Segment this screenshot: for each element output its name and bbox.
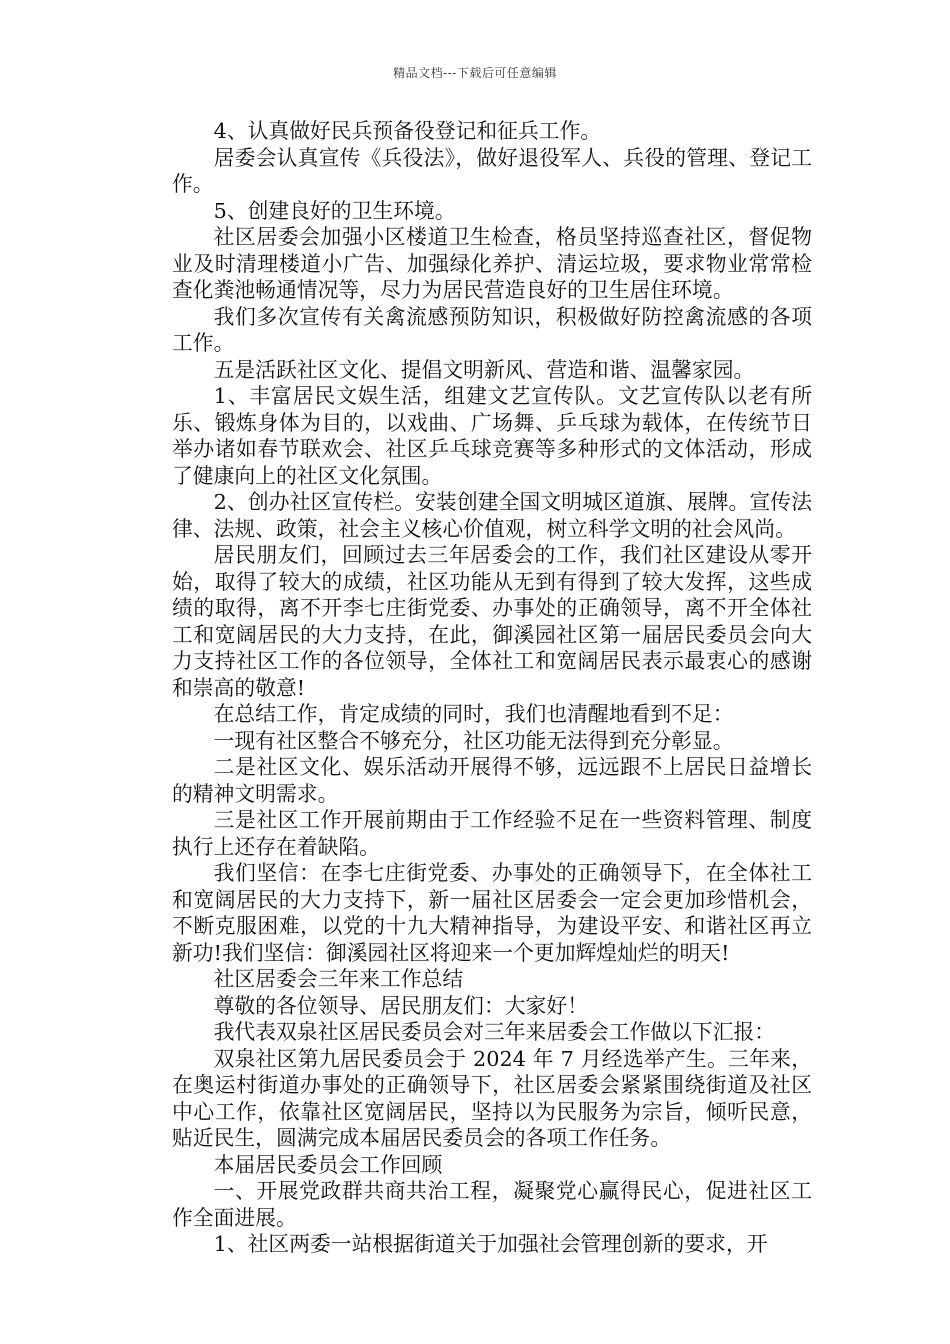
section-heading: 本届居民委员会工作回顾 [213,1152,443,1177]
paragraph: 4、认真做好民兵预备役登记和征兵工作。 [213,119,602,143]
paragraph: 一现有社区整合不够充分，社区功能无法得到充分彰显。 [213,728,734,753]
paragraph: 在总结工作，肯定成绩的同时，我们也清醒地看到不足： [213,702,734,726]
salutation: 尊敬的各位领导、居民朋友们：大家好！ [213,993,588,1018]
paragraph: 居委会认真宣传《兵役法》，做好退役军人、兵役的管理、登记工作。 [172,145,812,196]
paragraph: 双泉社区第九居民委员会于 2024 年 7 月经选举产生。三年来，在奥运村街道办事处的正确领导下，社区居委会紧紧围绕街道及社区中心工作，依靠社区宽阔居民，坚持以为民服务为宗旨，倾听民意，贴近民生，圆满完成本届居民委员会的各项工作任务。 [172,1046,812,1150]
paragraph: 我们坚信：在李七庄街党委、办事处的正确领导下，在全体社工和宽阔居民的大力支持下，新一届社区居委会一定会更加珍惜机会，不断克服困难，以党的十九大精神指导，为建设平安、和谐社区再立新功!我们坚信：御溪园社区将迎来一个更加辉煌灿烂的明天! [172,861,812,965]
paragraph: 居民朋友们，回顾过去三年居委会的工作，我们社区建设从零开始，取得了较大的成绩，社区功能从无到有得到了较大发挥，这些成绩的取得，离不开李七庄街党委、办事处的正确领导，离不开全体社工和宽阔居民的大力支持，在此，御溪园社区第一届居民委员会向大力支持社区工作的各位领导，全体社工和宽阔居民表示最衷心的感谢和崇高的敬意! [172,543,812,700]
document-body [172,118,812,1258]
paragraph: 1、社区两委一站根据街道关于加强社会管理创新的要求，开 [213,1232,768,1256]
paragraph: 我代表双泉社区居民委员会对三年来居委会工作做以下汇报： [213,1020,776,1044]
paragraph: 一、开展党政群共商共治工程，凝聚党心赢得民心，促进社区工作全面进展。 [172,1179,812,1230]
paragraph: 5、创建良好的卫生环境。 [213,198,456,223]
page-header: 精品文档---下载后可任意编辑 [393,66,557,80]
paragraph: 五是活跃社区文化、提倡文明新风、营造和谐、温馨家园。 [213,357,755,382]
paragraph: 社区居委会加强小区楼道卫生检查，格员坚持巡查社区，督促物业及时清理楼道小广告、加强绿化养护、清运垃圾，要求物业常常检查化粪池畅通情况等，尽力为居民营造良好的卫生居住环境。 [172,225,812,302]
paragraph: 三是社区工作开展前期由于工作经验不足在一些资料管理、制度执行上还存在着缺陷。 [172,808,812,859]
paragraph: 我们多次宣传有关禽流感预防知识，积极做好防控禽流感的各项工作。 [172,304,812,355]
paragraph: 2、创办社区宣传栏。安装创建全国文明城区道旗、展牌。宣传法律、法规、政策，社会主义核心价值观，树立科学文明的社会风尚。 [172,490,812,541]
paragraph: 二是社区文化、娱乐活动开展得不够，远远跟不上居民日益增长的精神文明需求。 [172,755,812,806]
section-heading: 社区居委会三年来工作总结 [213,967,464,991]
paragraph: 1、丰富居民文娱生活，组建文艺宣传队。文艺宣传队以老有所乐、锻炼身体为目的，以戏曲、广场舞、乒乓球为载体，在传统节日举办诸如春节联欢会、社区乒乓球竞赛等多种形式的文体活动，形成了健康向上的社区文化氛围。 [172,384,812,488]
